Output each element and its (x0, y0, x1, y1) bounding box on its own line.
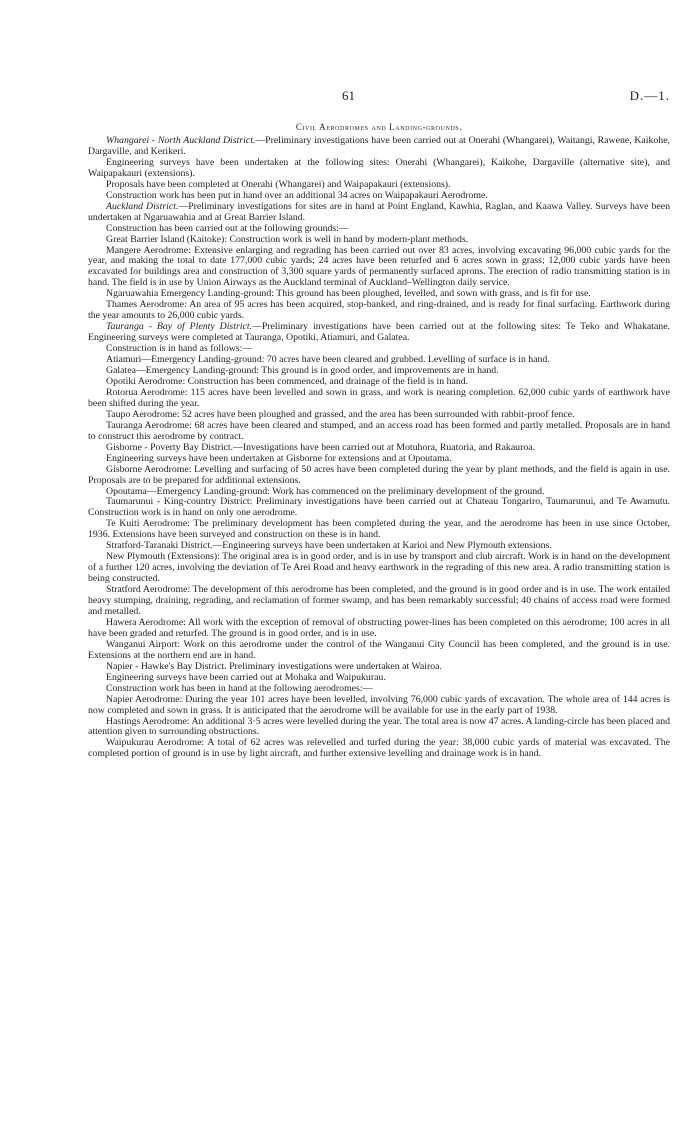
paragraph-text: Thames Aerodrome: An area of 95 acres has been acquired, stop-banked, and ring-drained, and is ready for final surfacing. Earthwork during the year amounts to 26,000 cubic yards. (88, 299, 670, 322)
body-text (88, 136, 670, 760)
document-page (88, 0, 670, 1146)
paragraph (88, 136, 670, 158)
paragraph (88, 497, 670, 519)
paragraph-lead: Auckland District. (106, 200, 179, 212)
page-header (88, 88, 670, 108)
paragraph-text: Atiamuri—Emergency Landing-ground: 70 acres have been cleared and grubbed. Levelling of surface is in hand. (106, 354, 550, 366)
paragraph (88, 246, 670, 290)
paragraph (88, 640, 670, 662)
paragraph-text: —Preliminary investigations for sites are in hand at Point England, Kawhia, Raglan, and Kaawa Valley. Surveys have been undertaken at Ngaruawahia and at Great Barrier Island. (88, 200, 670, 223)
page-number: 61 (342, 88, 355, 103)
section-title: Civil Aerodromes and Landing-grounds. (295, 122, 463, 132)
paragraph (88, 738, 670, 760)
document-reference: D.—1. (629, 88, 670, 103)
paragraph-text: Wanganui Airport: Work on this aerodrome under the control of the Wanganui City Council has been completed, and the ground is in use. Extensions at the northern end are in hand. (88, 638, 670, 661)
paragraph-text: Gisborne Aerodrome: Levelling and surfacing of 50 acres have been completed during the year by plant methods, and the field is again in use. Proposals are to be prepared for additional extensions. (88, 463, 670, 486)
paragraph (88, 388, 670, 410)
paragraph (88, 465, 670, 487)
paragraph-text: Proposals have been completed at Onerahi (Whangarei) and Waipapakauri (extensions). (106, 178, 451, 190)
paragraph-text: Opotiki Aerodrome: Construction has been commenced, and drainage of the field is in hand. (106, 375, 469, 387)
paragraph-text: Construction work has been in hand at the following aerodromes:— (106, 682, 373, 694)
paragraph-text: Mangere Aerodrome: Extensive enlarging and regrading has been carried out over 83 acres, involving excavating 96,000 cubic yards for the year, and making the total to date 177,000 cubic yards; 24 acres have been returfed and 6 acres sown in grass; 12,000 cubic yards have been excavated for buildings area and construction of 3,300 square yards of permanently surfaced aprons. The erection of radio transmitting station is in hand. The field is in use by Union Airways as the Auckland terminal of Auckland–Wellington daily service. (88, 244, 670, 289)
paragraph-text: Construction is in hand as follows:— (106, 343, 253, 355)
paragraph-text: Engineering surveys have been undertaken at the following sites: Onerahi (Whangarei), Kaikohe, Dargaville (alternative site), and Waipapakauri (extensions). (88, 156, 670, 179)
paragraph-text: Engineering surveys have been carried out at Mohaka and Waipukurau. (106, 671, 386, 683)
paragraph (88, 717, 670, 739)
paragraph-text: Engineering surveys have been undertaken at Gisborne for extensions and at Opoutama. (106, 452, 452, 464)
paragraph (88, 158, 670, 180)
paragraph-text: Napier Aerodrome: During the year 101 acres have been levelled, involving 76,000 cubic yards of excavation. The whole area of 144 acres is now completed and sown in grass. It is anticipated that the aerodrome will be available for use in the early part of 1938. (88, 693, 670, 716)
paragraph-text: Taupo Aerodrome: 52 acres have been ploughed and grassed, and the area has been surrounded with rabbit-proof fence. (106, 408, 575, 420)
paragraph (88, 519, 670, 541)
paragraph (88, 552, 670, 585)
paragraph-text: Taumarunui - King-country District: Preliminary investigations have been carried out at Chateau Tongariro, Taumarunui, and Te Awamutu. Construction work is in hand on only one aerodrome. (88, 496, 670, 519)
paragraph-lead: Whangarei - North Auckland District. (106, 135, 256, 146)
paragraph (88, 300, 670, 322)
paragraph-text: —Preliminary investigations have been carried out at the following sites: Te Teko and Whakatane. Engineering surveys were completed at Tauranga, Opotiki, Atiamuri, and Galatea. (88, 321, 670, 344)
paragraph-text: Napier - Hawke's Bay District. Preliminary investigations were undertaken at Wairoa. (106, 660, 442, 672)
paragraph (88, 695, 670, 717)
paragraph-text: Hastings Aerodrome: An additional 3·5 acres were levelled during the year. The total area is now 47 acres. A landing-circle has been placed and attention given to surrounding obstructions. (88, 715, 670, 738)
paragraph-text: Waipukurau Aerodrome: A total of 62 acres was relevelled and turfed during the year: 38,000 cubic yards of material was excavated. The completed portion of ground is in use by light aircraft, and further extensive levelling and drainage work is in hand. (88, 737, 670, 760)
paragraph-text: Stratford-Taranaki District.—Engineering surveys have been undertaken at Karioi and New Plymouth extensions. (106, 540, 552, 552)
paragraph-text: New Plymouth (Extensions): The original area is in good order, and is in use by transport and club aircraft. Work is in hand on the development of a further 120 acres, involving the deviation of Te Arei Road and heavy earthwork in the regrading of this new area. A radio transmitting station is being constructed. (88, 551, 670, 585)
paragraph (88, 202, 670, 224)
paragraph (88, 421, 670, 443)
paragraph-text: Hawera Aerodrome: All work with the exception of removal of obstructing power-lines has been completed on this aerodrome; 100 acres in all have been graded and returfed. The ground is in good order, and is in use. (88, 616, 670, 639)
paragraph (88, 585, 670, 618)
paragraph-text: Galatea—Emergency Landing-ground: This ground is in good order, and improvements are in hand. (106, 365, 499, 377)
paragraph-text: Ngaruawahia Emergency Landing-ground: This ground has been ploughed, levelled, and sown with grass, and is fit for use. (106, 288, 591, 300)
paragraph-text: Construction work has been put in hand over an additional 34 acres on Waipapakauri Aerodrome. (106, 189, 488, 201)
paragraph-lead: Tauranga - Bay of Plenty District. (106, 321, 253, 333)
paragraph-text: Great Barrier Island (Kaitoke): Construction work is well in hand by modern-plant methods. (106, 233, 469, 245)
paragraph (88, 618, 670, 640)
paragraph-text: Te Kuiti Aerodrome: The preliminary development has been completed during the year, and the aerodrome has been in use since October, 1936. Extensions have been surveyed and construction on these is in hand. (88, 518, 670, 541)
paragraph-text: Gisborne - Poverty Bay District.—Investigations have been carried out at Motuhora, Ruatoria, and Rakauroa. (106, 441, 536, 453)
paragraph-text: Rotorua Aerodrome: 115 acres have been levelled and sown in grass, and work is nearing completion. 62,000 cubic yards of earthwork have been shifted during the year. (88, 386, 670, 409)
paragraph (88, 322, 670, 344)
paragraph-text: Tauranga Aerodrome: 68 acres have been cleared and stumped, and an access road has been formed and partly metalled. Proposals are in hand to construct this aerodrome by contract. (88, 419, 670, 442)
paragraph-text: Stratford Aerodrome: The development of this aerodrome has been completed, and the ground is in good order and is in use. The work entailed heavy stumping, draining, regrading, and reclamation of former swamp, and has been remarkably successful; 40 chains of access road were formed and metalled. (88, 584, 670, 617)
paragraph-text: Construction has been carried out at the following grounds:— (106, 222, 349, 234)
paragraph-text: Opoutama—Emergency Landing-ground: Work has commenced on the preliminary development of the ground. (106, 485, 545, 497)
paragraph-text: —Preliminary investigations have been carried out at Onerahi (Whangarei), Waitangi, Rawene, Kaikohe, Dargaville, and Kerikeri. (88, 135, 670, 157)
